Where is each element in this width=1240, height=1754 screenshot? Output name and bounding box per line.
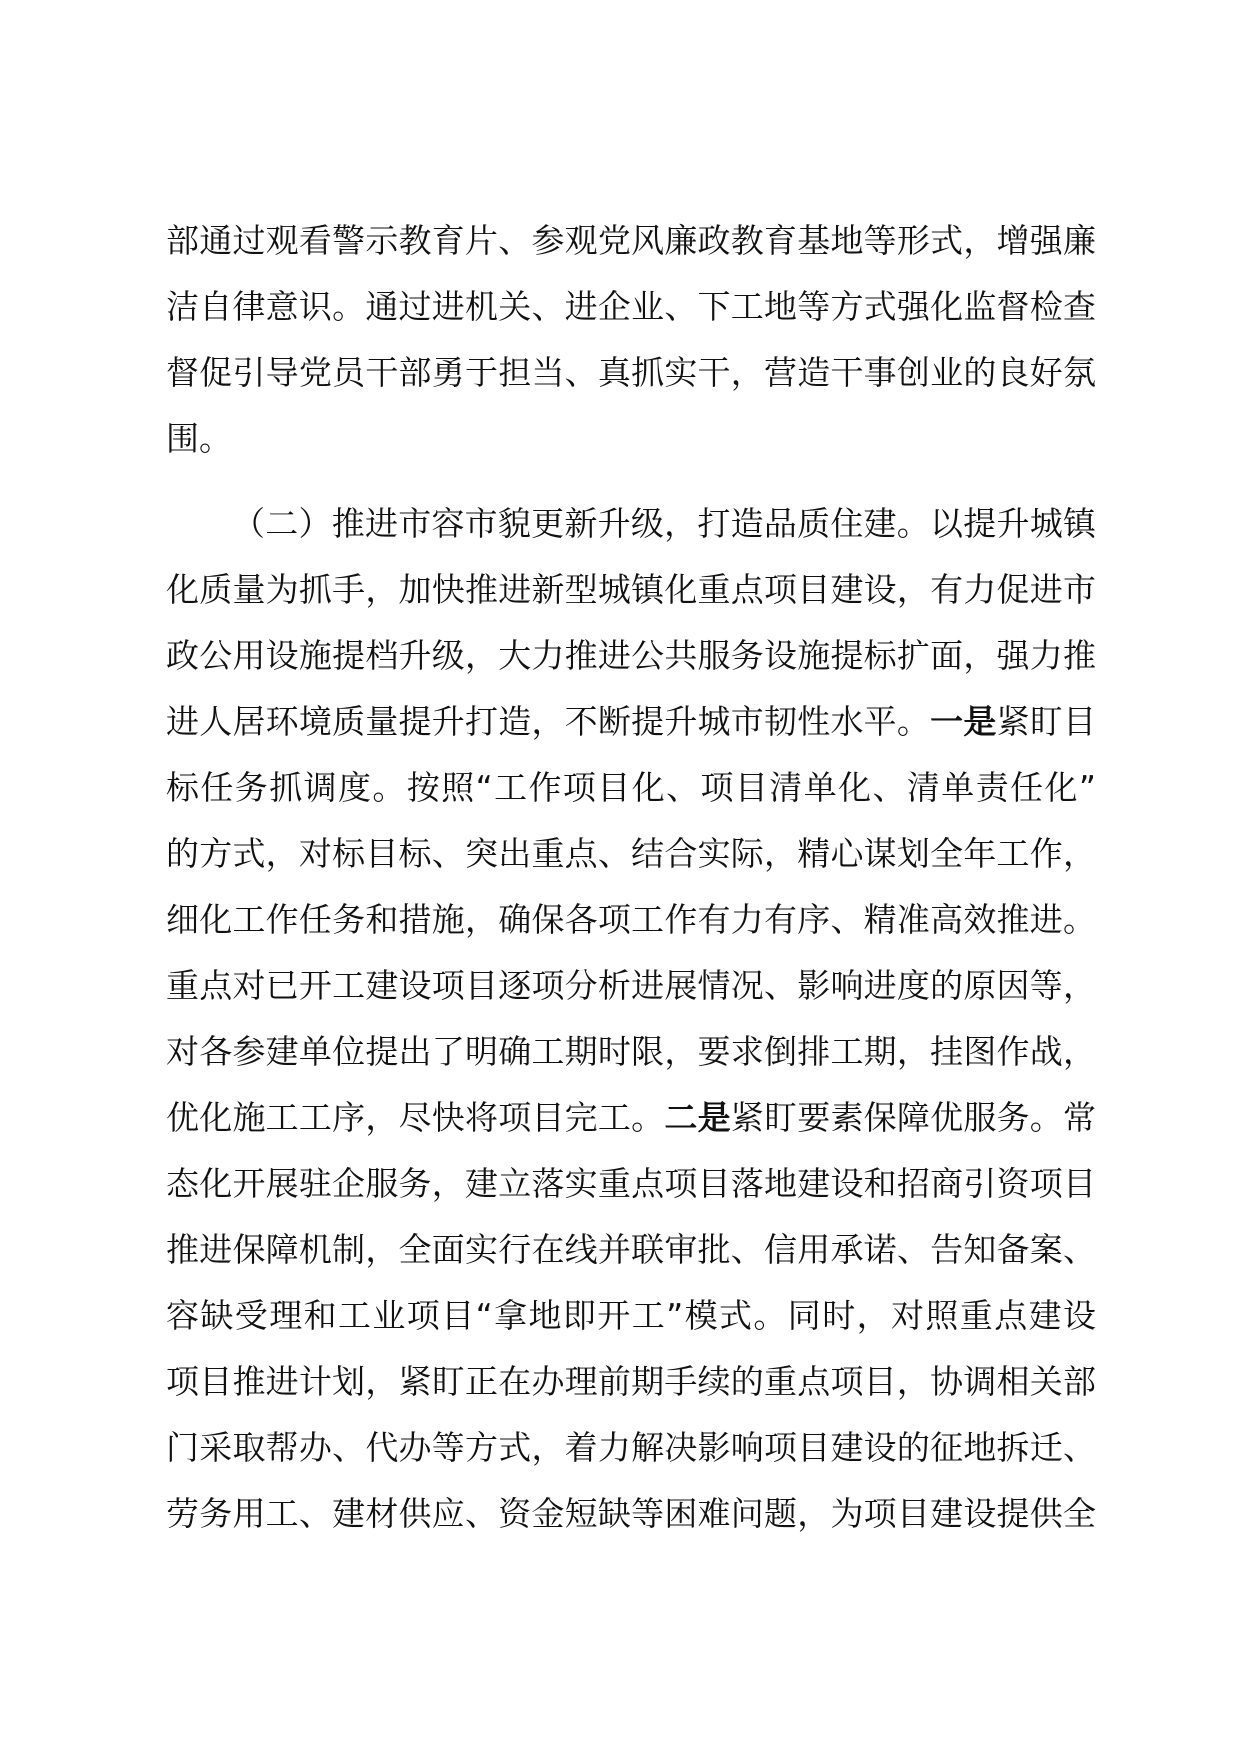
paragraph-line-7: 政公用设施提档升级，大力推进公共服务设施提标扩面，强力推	[166, 636, 1096, 675]
paragraph-line-9: 标任务抓调度。按照“工作项目化、项目清单化、清单责任化”	[166, 768, 1096, 807]
paragraph-line-13: 对各参建单位提出了明确工期时限，要求倒排工期，挂图作战，	[166, 1032, 1096, 1071]
paragraph-line-12: 重点对已开工建设项目逐项分析进展情况、影响进度的原因等，	[166, 966, 1096, 1005]
paragraph-line-2: 洁自律意识。通过进机关、进企业、下工地等方式强化监督检查	[166, 287, 1096, 326]
paragraph-line-6: 化质量为抓手，加快推进新型城镇化重点项目建设，有力促进市	[166, 570, 1096, 609]
paragraph-line-17: 容缺受理和工业项目“拿地即开工”模式。同时，对照重点建设	[166, 1296, 1096, 1335]
paragraph-line-15: 态化开展驻企服务，建立落实重点项目落地建设和招商引资项目	[166, 1164, 1096, 1203]
paragraph-line-11: 细化工作任务和措施，确保各项工作有力有序、精准高效推进。	[166, 900, 1096, 939]
paragraph-line-1: 部通过观看警示教育片、参观党风廉政教育基地等形式，增强廉	[166, 221, 1096, 260]
paragraph-line-4: 围。	[166, 419, 232, 458]
paragraph-line-19: 门采取帮办、代办等方式，着力解决影响项目建设的征地拆迁、	[166, 1428, 1096, 1467]
paragraph-line-10: 的方式，对标目标、突出重点、结合实际，精心谋划全年工作，	[166, 834, 1096, 873]
paragraph-line-3: 督促引导党员干部勇于担当、真抓实干，营造干事创业的良好氛	[166, 353, 1096, 392]
bold-marker-second: 二是	[664, 1098, 731, 1137]
paragraph-line-20: 劳务用工、建材供应、资金短缺等困难问题，为项目建设提供全	[166, 1494, 1096, 1533]
paragraph-line-8: 进人居环境质量提升打造，不断提升城市韧性水平。一是紧盯目	[166, 702, 1097, 741]
paragraph-line-16: 推进保障机制，全面实行在线并联审批、信用承诺、告知备案、	[166, 1230, 1096, 1269]
paragraph-line-14: 优化施工工序，尽快将项目完工。二是紧盯要素保障优服务。常	[166, 1098, 1097, 1137]
section-heading-line: （二）推进市容市貌更新升级，打造品质住建。以提升城镇	[232, 504, 1096, 543]
paragraph-line-18: 项目推进计划，紧盯正在办理前期手续的重点项目，协调相关部	[166, 1362, 1096, 1401]
bold-marker-first: 一是	[930, 702, 997, 741]
